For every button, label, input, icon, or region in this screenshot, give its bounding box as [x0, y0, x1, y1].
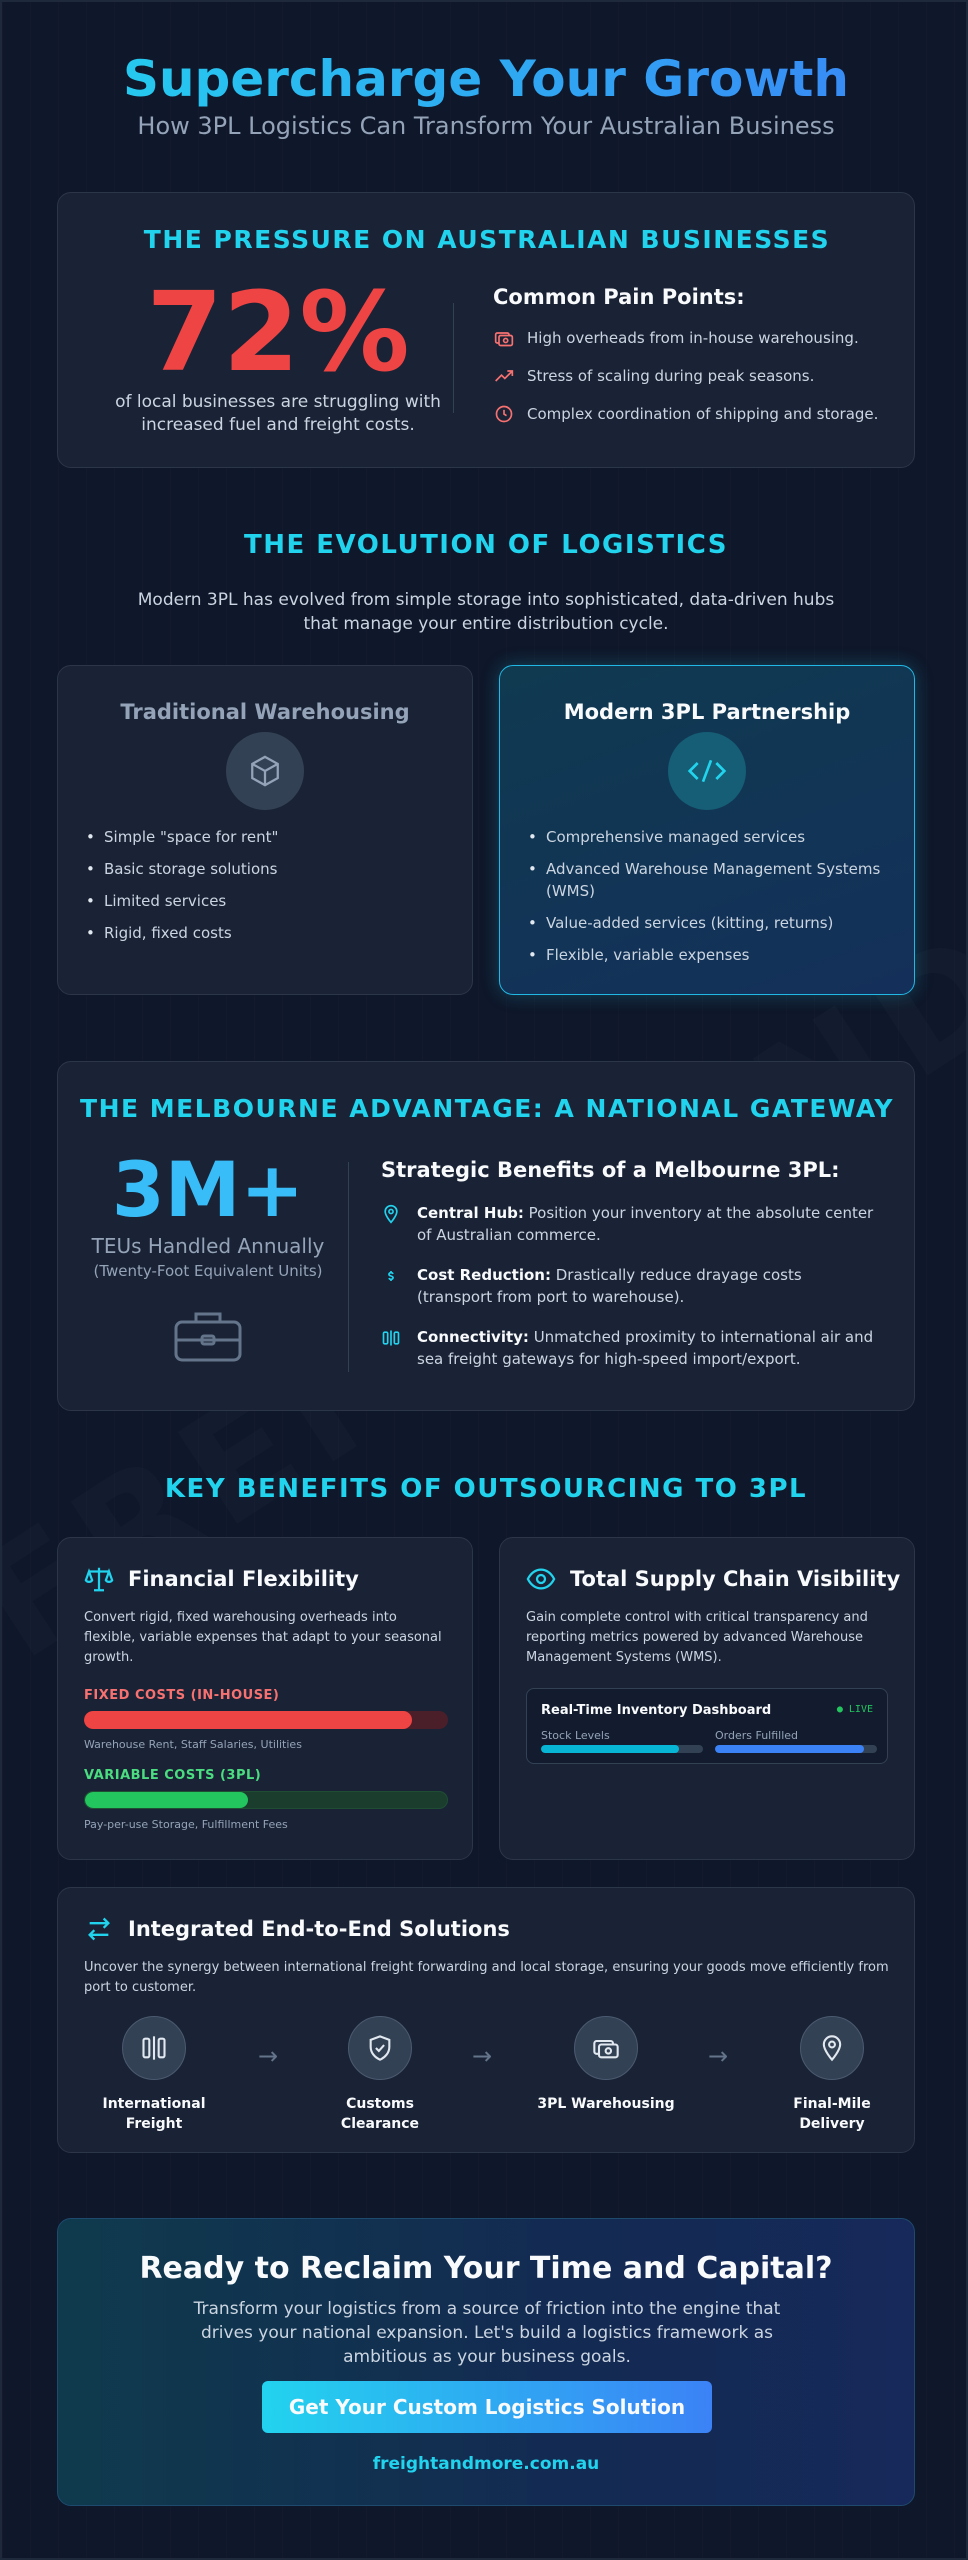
- stock-levels-label: Stock Levels: [541, 1729, 610, 1742]
- flow-step: [762, 2016, 902, 2134]
- integrated-title-text: Integrated End-to-End Solutions: [128, 1917, 510, 1941]
- pressure-heading: THE PRESSURE ON AUSTRALIAN BUSINESSES: [143, 225, 831, 254]
- modern-list: [526, 826, 888, 976]
- flow-step-label: Customs Clearance: [340, 2096, 420, 2132]
- list-item: • Rigid, fixed costs: [84, 922, 446, 944]
- map-pin-icon: [381, 1202, 403, 1246]
- pain-point: [493, 403, 878, 425]
- cta-section: [57, 2218, 915, 2506]
- pain-point-text: High overheads from in-house warehousing.: [527, 329, 859, 347]
- flow-step-label: 3PL Warehousing: [537, 2096, 675, 2112]
- hero-title: Supercharge Your Growth: [2, 50, 968, 108]
- melbourne-stat-sub: (Twenty-Foot Equivalent Units): [93, 1262, 323, 1280]
- arrow-right-icon: →: [258, 2042, 279, 2070]
- list-item: • Basic storage solutions: [84, 858, 446, 880]
- benefit-label: Central Hub:: [417, 1204, 524, 1222]
- flow-step-label: International Freight: [102, 2096, 206, 2132]
- orders-fulfilled-bar: [715, 1745, 877, 1753]
- list-item: • Comprehensive managed services: [526, 826, 888, 848]
- code-icon: [668, 732, 746, 810]
- dollar-icon: [381, 1264, 403, 1308]
- modern-card: [499, 665, 915, 995]
- financial-title-text: Financial Flexibility: [128, 1567, 359, 1591]
- list-item: • Flexible, variable expenses: [526, 944, 888, 966]
- divider: [348, 1162, 349, 1372]
- traditional-title: Traditional Warehousing: [120, 700, 410, 724]
- get-solution-button[interactable]: Get Your Custom Logistics Solution: [262, 2381, 712, 2433]
- visibility-title: [526, 1564, 900, 1594]
- box-icon: [226, 732, 304, 810]
- pressure-stat: 72%: [146, 268, 410, 396]
- benefit-text: Drastically reduce drayage costs (transport from port to warehouse).: [417, 1266, 802, 1306]
- visibility-title-text: Total Supply Chain Visibility: [570, 1567, 901, 1591]
- eye-icon: [526, 1564, 556, 1594]
- money-icon: [493, 327, 515, 349]
- pain-point: [493, 365, 814, 387]
- warehouse-icon: [574, 2016, 638, 2080]
- fixed-costs-bar: [84, 1711, 448, 1729]
- scale-icon: [84, 1564, 114, 1594]
- benefit-text: Position your inventory at the absolute center of Australian commerce.: [417, 1204, 874, 1244]
- financial-title: [84, 1564, 359, 1594]
- pressure-stat-caption: of local businesses are struggling with increased fuel and freight costs.: [115, 392, 441, 435]
- visibility-card: [499, 1537, 915, 1860]
- fixed-costs-note: Warehouse Rent, Staff Salaries, Utilities: [84, 1738, 302, 1751]
- melbourne-stat-label: TEUs Handled Annually: [91, 1234, 325, 1258]
- swap-arrows-icon: [84, 1914, 114, 1944]
- pain-point-text: Stress of scaling during peak seasons.: [527, 367, 815, 385]
- live-badge: ● LIVE: [836, 1704, 873, 1715]
- location-pin-icon: [800, 2016, 864, 2080]
- cta-title: Ready to Reclaim Your Time and Capital?: [139, 2251, 833, 2286]
- freight-icon: [122, 2016, 186, 2080]
- integrated-text: Uncover the synergy between international freight forwarding and local storage, ensuring your goods move efficiently from port to customer.: [84, 1960, 889, 1995]
- fixed-costs-label: FIXED COSTS (IN-HOUSE): [84, 1688, 280, 1703]
- inventory-dashboard: [526, 1688, 888, 1764]
- traditional-card: [57, 665, 473, 995]
- list-item: • Limited services: [84, 890, 446, 912]
- pain-points-title: Common Pain Points:: [493, 285, 745, 309]
- benefit-text: Unmatched proximity to international air and sea freight gateways for high-speed import/export.: [417, 1328, 874, 1368]
- traditional-list: [84, 826, 446, 954]
- melbourne-stat: 3M+: [111, 1145, 305, 1234]
- clock-icon: [493, 403, 515, 425]
- variable-costs-fill: [85, 1792, 248, 1808]
- flow-step: [536, 2016, 676, 2114]
- orders-fulfilled-fill: [715, 1745, 864, 1753]
- divider: [453, 303, 454, 413]
- stock-levels-bar: [541, 1745, 703, 1753]
- melbourne-section: [57, 1061, 915, 1411]
- hero-subtitle: How 3PL Logistics Can Transform Your Australian Business: [137, 112, 835, 140]
- variable-costs-label: VARIABLE COSTS (3PL): [84, 1768, 262, 1783]
- arrow-right-icon: →: [472, 2042, 493, 2070]
- pain-point: [493, 327, 859, 349]
- dashboard-title: Real-Time Inventory Dashboard: [541, 1703, 772, 1718]
- shield-check-icon: [348, 2016, 412, 2080]
- flow-step-label: Final-Mile Delivery: [793, 2096, 871, 2132]
- pain-point-text: Complex coordination of shipping and storage.: [527, 405, 879, 423]
- orders-fulfilled-label: Orders Fulfilled: [715, 1729, 799, 1742]
- melbourne-heading: THE MELBOURNE ADVANTAGE: A NATIONAL GATEWAY: [80, 1094, 894, 1123]
- toolbox-icon: [172, 1308, 244, 1368]
- visibility-text: Gain complete control with critical transparency and reporting metrics powered by advanced Warehouse Management Systems (WMS).: [526, 1610, 868, 1665]
- financial-text: Convert rigid, fixed warehousing overheads into flexible, variable expenses that adapt to your seasonal growth.: [84, 1610, 442, 1665]
- variable-costs-note: Pay-per-use Storage, Fulfillment Fees: [84, 1818, 288, 1831]
- evolution-intro: Modern 3PL has evolved from simple storage into sophisticated, data-driven hubs that manage your entire distribution cycle.: [137, 590, 835, 634]
- columns-icon: [381, 1326, 403, 1370]
- modern-title: Modern 3PL Partnership: [563, 700, 851, 724]
- benefit-label: Cost Reduction:: [417, 1266, 551, 1284]
- melbourne-benefit: [381, 1264, 881, 1308]
- variable-costs-bar: [84, 1791, 448, 1809]
- flow-step: [310, 2016, 450, 2134]
- evolution-heading: THE EVOLUTION OF LOGISTICS: [243, 530, 728, 560]
- list-item: • Value-added services (kitting, returns): [526, 912, 888, 934]
- website-link[interactable]: freightandmore.com.au: [372, 2454, 600, 2474]
- cta-text: Transform your logistics from a source of friction into the engine that drives your national expansion. Let's build a logistics framework as ambitious as your business goals.: [193, 2299, 781, 2367]
- integrated-section: [57, 1887, 915, 2153]
- stock-levels-fill: [541, 1745, 679, 1753]
- fixed-costs-fill: [84, 1711, 412, 1729]
- pressure-section: [57, 192, 915, 468]
- list-item: • Advanced Warehouse Management Systems (WMS): [526, 858, 888, 902]
- benefit-label: Connectivity:: [417, 1328, 529, 1346]
- melbourne-benefits-title: Strategic Benefits of a Melbourne 3PL:: [381, 1158, 840, 1182]
- melbourne-benefit: [381, 1202, 881, 1246]
- melbourne-benefit: [381, 1326, 881, 1370]
- arrow-right-icon: →: [708, 2042, 729, 2070]
- financial-card: [57, 1537, 473, 1860]
- list-item: • Simple "space for rent": [84, 826, 446, 848]
- trending-up-icon: [493, 365, 515, 387]
- flow-step: [84, 2016, 224, 2134]
- key-benefits-heading: KEY BENEFITS OF OUTSOURCING TO 3PL: [164, 1474, 808, 1504]
- integrated-title: [84, 1914, 510, 1944]
